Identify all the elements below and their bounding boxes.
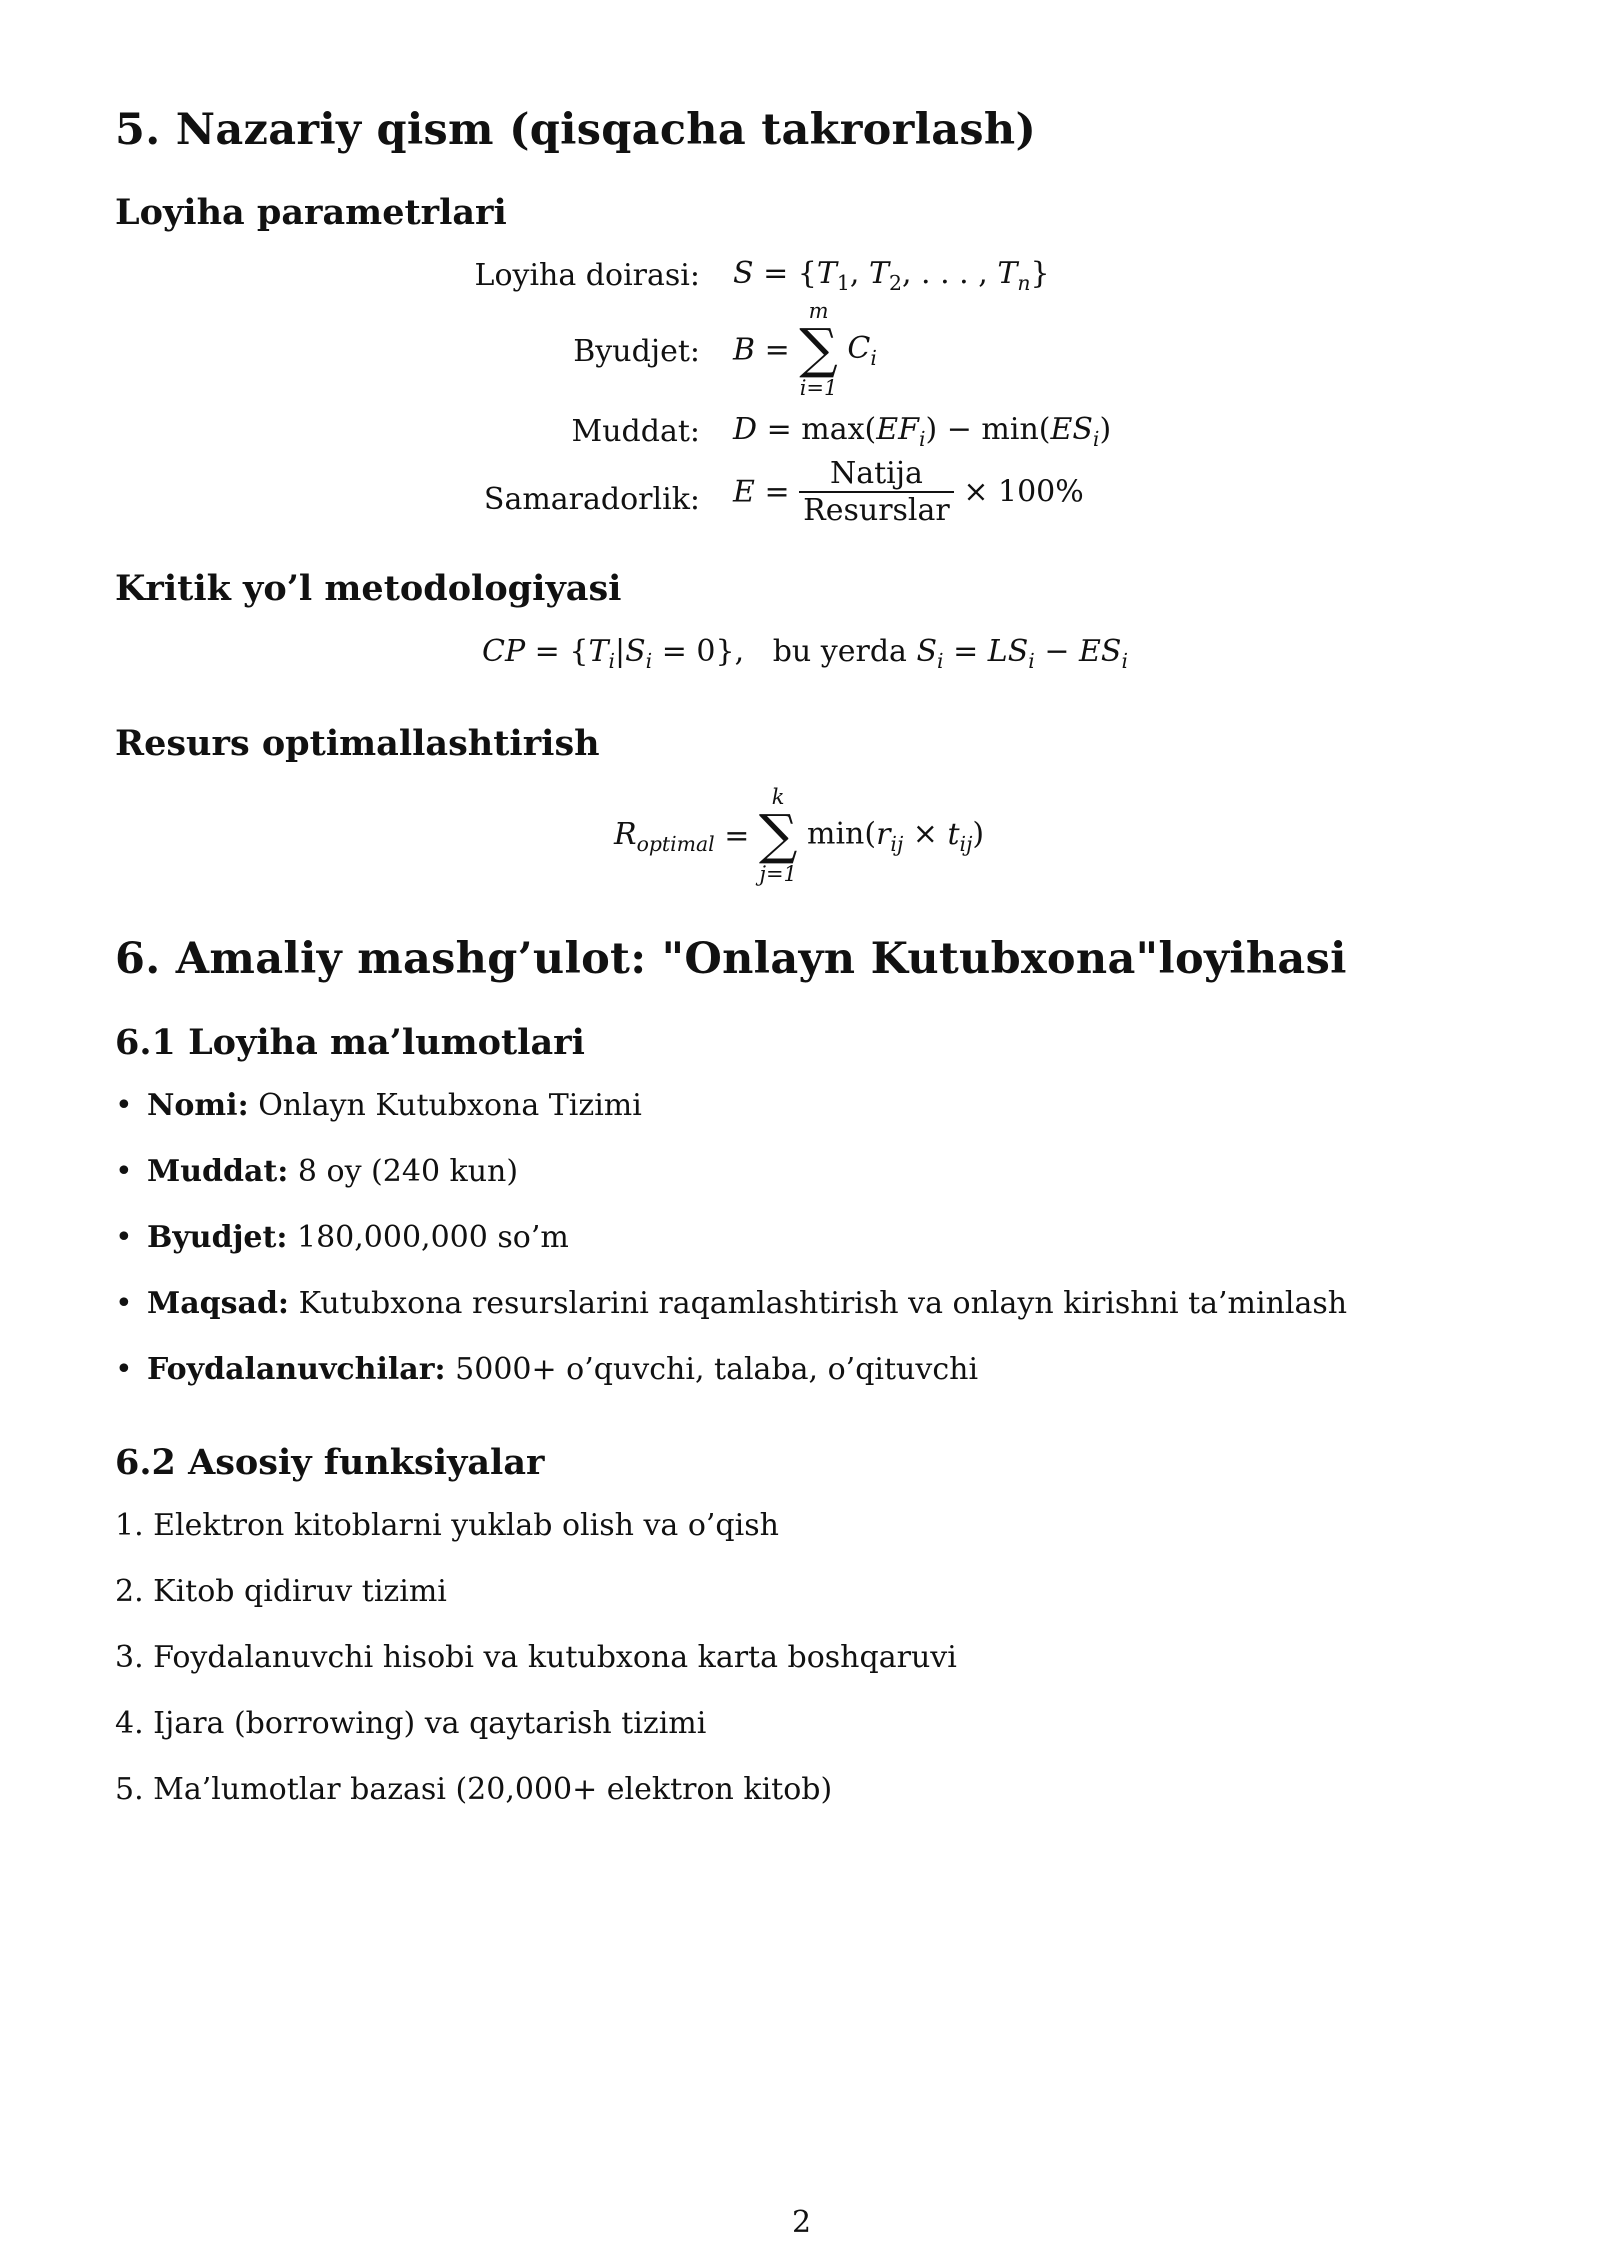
cp-formula: CP = $\{T_i|S_i = 0\}$, bu yerda $S_i = LS_i - ES_i$ [482, 634, 1128, 673]
cp-heading: Kritik yo’l metodologiyasi [115, 568, 622, 609]
list-item: 5. Ma’lumotlar bazasi (20,000+ elektron kitob) [115, 1772, 833, 1807]
list-item: 2. Kitob qidiruv tizimi [115, 1574, 447, 1609]
list-item: • Muddat: 8 oy (240 kun) [115, 1154, 519, 1189]
params-heading: Loyiha parametrlari [115, 192, 507, 233]
bullet-icon: • [115, 1286, 133, 1321]
list-item: 3. Foydalanuvchi hisobi va kutubxona karta boshqaruvi [115, 1640, 957, 1675]
budget-formula: B = m ∑ i=1 $C_i$ [733, 299, 877, 400]
section-5-title: 5. Nazariy qism (qisqacha takrorlash) [115, 105, 1037, 155]
bullet-icon: • [115, 1088, 133, 1123]
bullet-icon: • [115, 1220, 133, 1255]
efficiency-numerator: Natija [799, 456, 954, 493]
efficiency-label: Samaradorlik: [483, 482, 700, 517]
list-item: • Foydalanuvchilar: 5000+ o’quvchi, talaba, o’qituvchi [115, 1352, 979, 1387]
section-6-title: 6. Amaliy mashg’ulot: "Onlayn Kutubxona"loyihasi [115, 934, 1347, 984]
scope-formula: $S = \{T_1$, $T_2$, . . . , $T_n$} [733, 256, 1050, 295]
res-heading: Resurs optimallashtirish [115, 723, 600, 764]
duration-label: Muddat: [571, 414, 700, 449]
page-number: 2 [792, 2205, 812, 2240]
info-heading: 6.1 Loyiha ma’lumotlari [115, 1022, 585, 1063]
bullet-icon: • [115, 1352, 133, 1387]
res-formula: $R_{optimal}$ = k ∑ j=1 $\min(r_{ij} \times t_{ij})$ [614, 785, 985, 886]
func-heading: 6.2 Asosiy funksiyalar [115, 1442, 545, 1483]
scope-label: Loyiha doirasi: [474, 258, 700, 293]
duration-formula: $D = \max(EF_i) - \min(ES_i)$ [733, 412, 1112, 451]
efficiency-tail: × 100% [963, 474, 1084, 510]
list-item: 1. Elektron kitoblarni yuklab olish va o’qish [115, 1508, 779, 1543]
list-item: 4. Ijara (borrowing) va qaytarish tizimi [115, 1706, 707, 1741]
list-item: • Maqsad: Kutubxona resurslarini raqamlashtirish va onlayn kirishni ta’minlash [115, 1286, 1348, 1321]
efficiency-formula: E = $\frac{\text{Natija}}{\text{Resurslar}}$ × 100% [733, 456, 1084, 528]
list-item: • Byudjet: 180,000,000 so’m [115, 1220, 569, 1255]
bullet-icon: • [115, 1154, 133, 1189]
list-item: • Nomi: Onlayn Kutubxona Tizimi [115, 1088, 642, 1123]
efficiency-denominator: Resurslar [803, 493, 950, 528]
budget-label: Byudjet: [573, 334, 700, 369]
cp-text: bu yerda [772, 634, 907, 669]
